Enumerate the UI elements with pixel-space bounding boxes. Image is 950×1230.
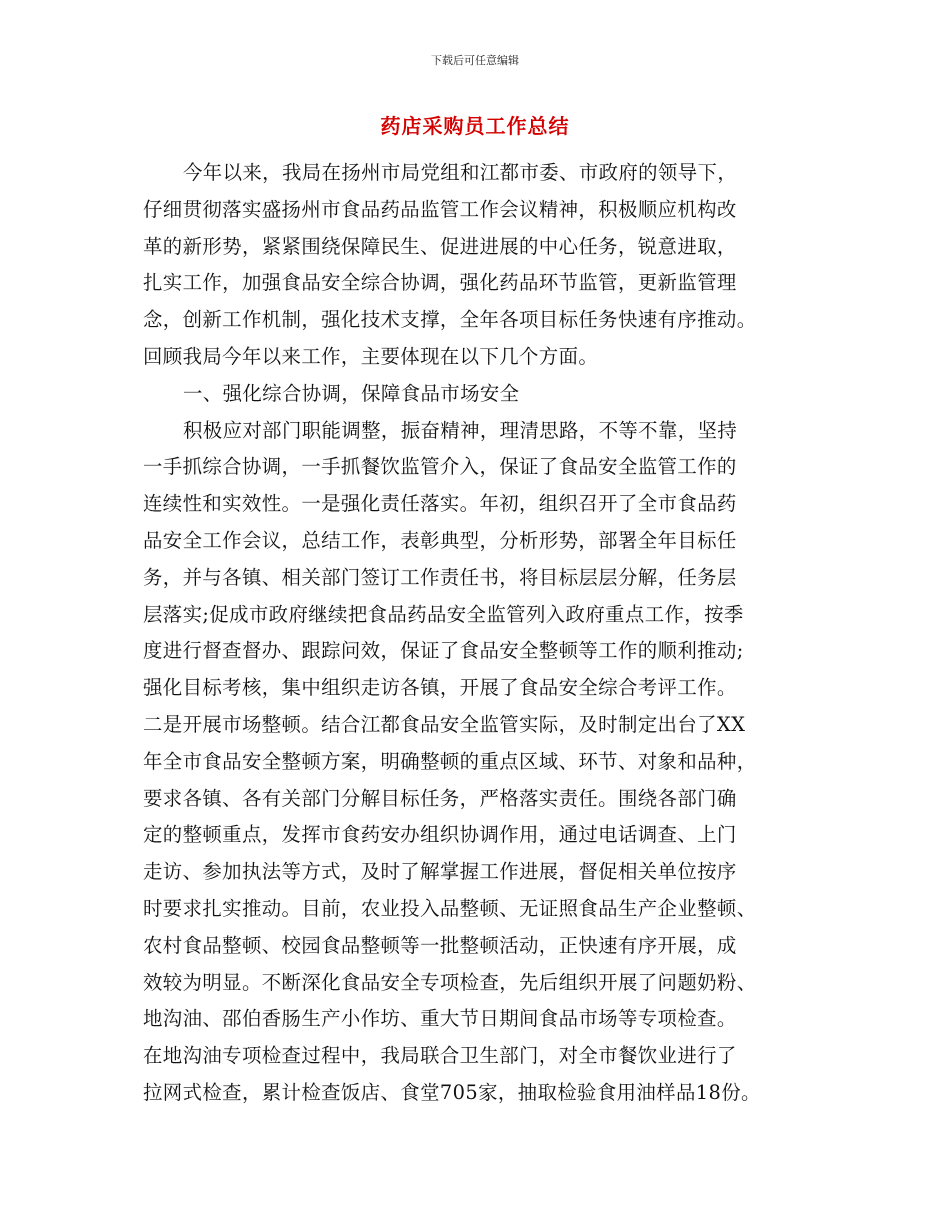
text-line: 念，创新工作机制，强化技术支撑，全年各项目标任务快速有序推动。	[143, 308, 757, 332]
text-line: 革的新形势，紧紧围绕保障民生、促进进展的中心任务，锐意进取，	[143, 234, 737, 258]
text-line: 在地沟油专项检查过程中，我局联合卫生部门，对全市餐饮业进行了	[143, 1044, 737, 1068]
text-line: 仔细贯彻落实盛扬州市食品药品监管工作会议精神，积极顺应机构改	[143, 197, 737, 221]
document-body	[143, 155, 813, 1112]
text-line: 度进行督查督办、跟踪问效，保证了食品安全整顿等工作的顺利推动;	[143, 639, 744, 663]
text-line: 扎实工作，加强食品安全综合协调，强化药品环节监管，更新监管理	[143, 271, 737, 295]
text-line: 地沟油、邵伯香肠生产小作坊、重大节日期间食品市场等专项检查。	[143, 1007, 737, 1031]
text-line: 务，并与各镇、相关部门签订工作责任书，将目标层层分解，任务层	[143, 565, 737, 589]
text-line: 品安全工作会议，总结工作，表彰典型，分析形势，部署全年目标任	[143, 528, 737, 552]
text-line: 强化目标考核，集中组织走访各镇，开展了食品安全综合考评工作。	[143, 676, 737, 700]
text-line: 积极应对部门职能调整，振奋精神，理清思路，不等不靠，坚持	[183, 418, 738, 442]
text-line: 拉网式检查，累计检查饭店、食堂705家，抽取检验食用油样品18份。	[143, 1080, 761, 1104]
text-line: 时要求扎实推动。目前，农业投入品整顿、无证照食品生产企业整顿、	[143, 896, 757, 920]
text-line: 回顾我局今年以来工作，主要体现在以下几个方面。	[143, 344, 599, 368]
text-line: 效较为明显。不断深化食品安全专项检查，先后组织开展了问题奶粉、	[143, 970, 757, 994]
text-line: 定的整顿重点，发挥市食药安办组织协调作用，通过电话调查、上门	[143, 823, 737, 847]
text-line: 一手抓综合协调，一手抓餐饮监管介入，保证了食品安全监管工作的	[143, 455, 737, 479]
download-note: 下载后可任意编辑	[431, 54, 519, 67]
text-line: 要求各镇、各有关部门分解目标任务，严格落实责任。围绕各部门确	[143, 786, 737, 810]
text-line: 农村食品整顿、校园食品整顿等一批整顿活动，正快速有序开展，成	[143, 933, 737, 957]
text-line: 连续性和实效性。一是强化责任落实。年初，组织召开了全市食品药	[143, 492, 737, 516]
text-line: 年全市食品安全整顿方案，明确整顿的重点区域、环节、对象和品种，	[143, 749, 757, 773]
text-line: 二是开展市场整顿。结合江都食品安全监管实际，及时制定出台了XX	[143, 712, 746, 736]
text-line: 今年以来，我局在扬州市局党组和江都市委、市政府的领导下，	[183, 161, 738, 184]
text-line: 层落实;促成市政府继续把食品药品安全监管列入政府重点工作，按季	[143, 602, 744, 626]
text-line: 走访、参加执法等方式，及时了解掌握工作进展，督促相关单位按序	[143, 860, 737, 884]
text-line: 一、强化综合协调，保障食品市场安全	[183, 381, 520, 405]
document-title: 药店采购员工作总结	[380, 114, 570, 138]
